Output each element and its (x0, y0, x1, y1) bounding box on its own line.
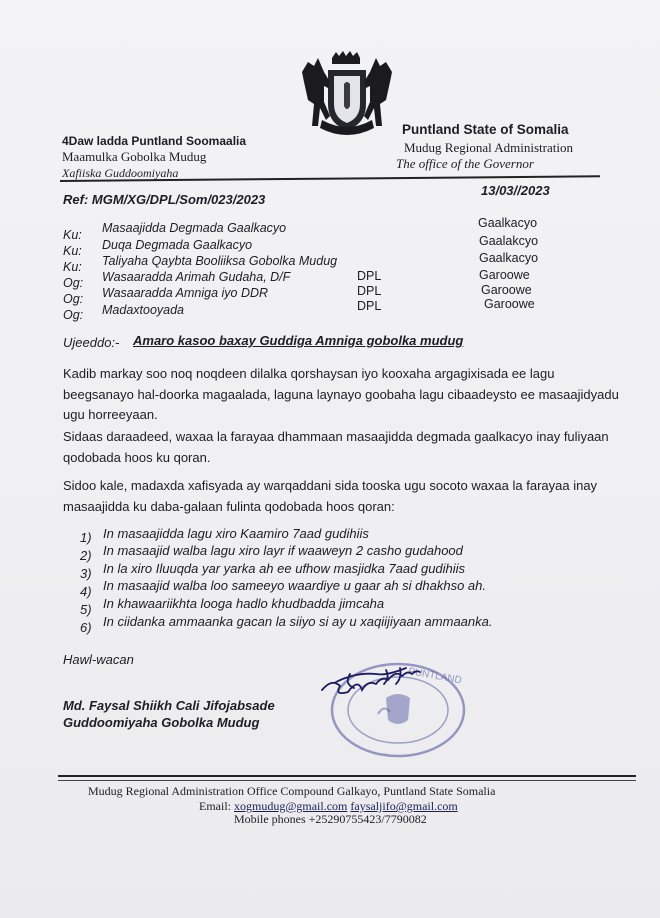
body-paragraph: Sidoo kale, madaxda xafisyada ay warqaddani sida tooska ugu socoto waxaa la farayaa inay masaajidda ku daba-galaan fulinta qodobada hoos qoran: (63, 478, 598, 514)
reference-number: Ref: MGM/XG/DPL/Som/023/2023 (63, 192, 266, 207)
letter-date: 13/03//2023 (481, 183, 550, 198)
body-paragraph: Kadib markay soo noq noqdeen dilalka qorshaysan iyo kooxaha argagixisada ee lagu beegsanayo hal-doorka magaalada, laguna laynayo goobaha lagu cibaadeysto ee masaajidyadu ugu horreeyaan. (63, 366, 619, 422)
stamp-text: PUNTLAND (407, 666, 463, 687)
recipient-name: Wasaaradda Arimah Gudaha, D/F (102, 270, 291, 284)
footer-email-label: Email: (199, 799, 231, 813)
coat-of-arms-emblem (292, 50, 402, 142)
subject-label: Ujeeddo:- (63, 335, 120, 350)
header-right-line1: Puntland State of Somalia (402, 122, 569, 137)
list-item-number: 1) (80, 530, 92, 545)
list-item-number: 4) (80, 584, 92, 599)
footer-address: Mudug Regional Administration Office Compound Galkayo, Puntland State Somalia (88, 784, 496, 798)
recipient-city: Gaalakcyo (479, 234, 539, 248)
recipient-prefix: Og: (63, 292, 84, 306)
signatory-name: Md. Faysal Shiikh Cali Jifojabsade (63, 698, 275, 713)
recipient-prefix: Ku: (63, 228, 82, 242)
list-item-number: 2) (80, 548, 92, 563)
recipient-name: Madaxtooyada (102, 303, 185, 317)
list-item: In la xiro Iluuqda yar yarka ah ee ufhow masjidka 7aad gudihiis (103, 561, 466, 576)
recipient-city: Gaalkacyo (479, 251, 539, 265)
recipient-city: Garoowe (479, 268, 530, 282)
footer-divider-thin (58, 780, 636, 781)
recipient-name: Wasaaradda Amniga iyo DDR (102, 286, 269, 300)
email-link-1[interactable]: xogmudug@gmail.com (234, 799, 348, 813)
subject-line: Amaro kasoo baxay Guddiga Amniga gobolka mudug (133, 333, 464, 348)
recipient-prefix: Ku: (63, 244, 82, 258)
list-item-number: 6) (80, 620, 92, 635)
list-item: In masaajid walba loo sameeyo waardiye u gaar ah si dhakhso ah. (103, 578, 487, 593)
list-item: In masaajidda lagu xiro Kaamiro 7aad gudihiis (103, 526, 369, 541)
recipient-prefix: Og: (63, 276, 84, 290)
email-link-2[interactable]: faysaljifo@gmail.com (350, 799, 458, 813)
list-item-number: 3) (80, 566, 92, 581)
header-left-line2: Maamulka Gobolka Mudug (62, 149, 207, 164)
recipient-city: Gaalkacyo (478, 216, 538, 230)
official-stamp-and-signature (316, 652, 468, 762)
list-item: In khawaariikhta looga hadlo khudbadda jimcaha (103, 596, 385, 611)
recipient-tag: DPL (357, 299, 382, 313)
body-paragraph: Sidaas daraadeed, waxaa la farayaa dhammaan masaajidda degmada gaalkacyo inay fuliyaan qodobada hoos ku qoran. (63, 429, 609, 465)
header-left-line1: 4Daw ladda Puntland Soomaalia (62, 134, 247, 148)
footer-phones: Mobile phones +25290755423/7790082 (234, 812, 427, 826)
recipient-city: Garoowe (484, 297, 535, 311)
closing-remark: Hawl-wacan (63, 652, 134, 667)
list-item: In ciidanka ammaanka gacan la siiyo si ay u xaqiijiyaan ammaanka. (103, 614, 493, 629)
recipient-name: Duqa Degmada Gaalkacyo (102, 238, 253, 252)
header-right-line2: Mudug Regional Administration (404, 140, 573, 155)
list-item: In masaajid walba lagu xiro layr if waaweyn 2 casho gudahood (103, 543, 463, 558)
header-right-line3: The office of the Governor (396, 156, 534, 171)
recipient-city: Garoowe (481, 283, 532, 297)
footer-divider (58, 775, 636, 777)
recipient-tag: DPL (357, 269, 382, 283)
recipient-prefix: Og: (63, 308, 84, 322)
recipient-tag: DPL (357, 284, 382, 298)
recipient-prefix: Ku: (63, 260, 82, 274)
recipient-name: Masaajidda Degmada Gaalkacyo (102, 221, 287, 235)
header-left-line3: Xafiiska Guddoomiyaha (62, 166, 179, 180)
list-item-number: 5) (80, 602, 92, 617)
recipient-name: Taliyaha Qaybta Booliiksa Gobolka Mudug (102, 254, 338, 268)
signatory-title: Guddoomiyaha Gobolka Mudug (63, 715, 260, 730)
